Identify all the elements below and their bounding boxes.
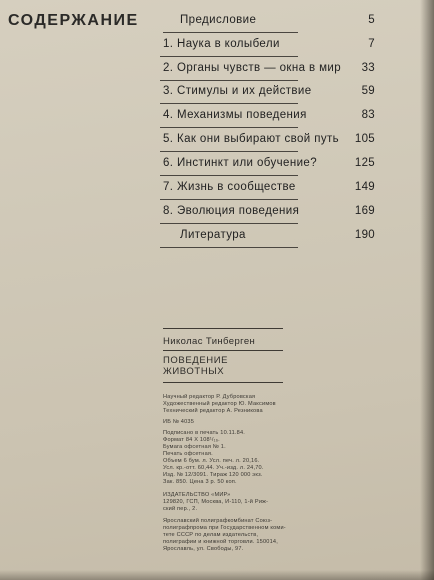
- toc-item-chapter-5: [0, 133, 434, 151]
- book-title-line-1: ПОВЕДЕНИЕ: [163, 355, 229, 366]
- imprint-line: Изд. № 12/3091. Тираж 120 000 экз.: [163, 472, 263, 478]
- toc-item-title: 6. Инстинкт или обучение?: [163, 157, 318, 169]
- toc-item-preface: [0, 14, 434, 32]
- imprint-line: полиграфии и книжной торговли. 150014,: [163, 539, 278, 545]
- book-title-line-2: ЖИВОТНЫХ: [163, 366, 225, 377]
- imprint-line: Ярославль, ул. Свободы, 97.: [163, 546, 244, 552]
- toc-item-rule: [160, 223, 298, 224]
- imprint-line: Формат 84 Х 108¹/₁₆.: [163, 437, 220, 443]
- toc-item-rule: [160, 127, 298, 128]
- toc-item-page: 33: [361, 62, 375, 74]
- toc-item-title: 1. Наука в колыбели: [163, 38, 280, 50]
- toc-item-rule: [163, 32, 298, 33]
- toc-item-page: 83: [361, 109, 375, 121]
- toc-item-chapter-1: [0, 38, 434, 56]
- toc-item-title: Предисловие: [180, 14, 257, 26]
- imprint-line: Технический редактор А. Резникова: [163, 408, 263, 414]
- publisher-name: ИЗДАТЕЛЬСТВО «МИР»: [163, 492, 231, 498]
- toc-item-title: Литература: [180, 229, 246, 241]
- toc-item-chapter-4: [0, 109, 434, 127]
- page-bottom-shadow: [0, 570, 434, 580]
- toc-item-page: 149: [354, 181, 375, 193]
- imprint-line: Художественный редактор Ю. Максимов: [163, 401, 276, 407]
- page-heading: СОДЕРЖАНИЕ: [8, 12, 139, 29]
- imprint-line: Зак. 850. Цена 3 р. 50 коп.: [163, 479, 237, 485]
- toc-item-rule: [160, 199, 298, 200]
- toc-item-rule: [160, 247, 298, 248]
- book-author: Николас Тинберген: [163, 336, 256, 347]
- toc-item-rule: [160, 80, 298, 81]
- toc-item-rule: [160, 56, 298, 57]
- toc-item-chapter-6: [0, 157, 434, 175]
- toc-item-page: 59: [361, 85, 375, 97]
- toc-item-chapter-2: [0, 62, 434, 80]
- imprint-line: Бумага офсетная № 1.: [163, 444, 226, 450]
- imprint-line: Научный редактор Р. Дубровская: [163, 394, 256, 400]
- toc-item-title: 8. Эволюция поведения: [163, 205, 300, 217]
- toc-item-chapter-3: [0, 85, 434, 103]
- imprint-line: Ярославский полиграфкомбинат Союз-: [163, 518, 273, 524]
- toc-item-page: 169: [354, 205, 375, 217]
- divider-author: [163, 350, 283, 351]
- toc-item-title: 4. Механизмы поведения: [163, 109, 307, 121]
- imprint-line: Подписано в печать 10.11.84.: [163, 430, 246, 436]
- page-edge-shadow: [420, 0, 434, 580]
- toc-item-rule: [160, 175, 298, 176]
- toc-item-title: 5. Как они выбирают свой путь: [163, 133, 340, 145]
- imprint-line: 129820, ГСП, Москва, И-110, 1-й Риж-: [163, 499, 269, 505]
- toc-item-page: 125: [354, 157, 375, 169]
- toc-item-title: 3. Стимулы и их действие: [163, 85, 312, 97]
- toc-item-rule: [160, 103, 298, 104]
- toc-item-chapter-8: [0, 205, 434, 223]
- toc-item-page: 7: [368, 38, 375, 50]
- imprint-line: Печать офсетная.: [163, 451, 213, 457]
- toc-item-page: 105: [354, 133, 375, 145]
- toc-item-title: 7. Жизнь в сообществе: [163, 181, 296, 193]
- imprint-line: ский пер., 2.: [163, 506, 198, 512]
- toc-item-rule: [160, 151, 298, 152]
- imprint-line: тете СССР по делам издательств,: [163, 532, 259, 538]
- divider-title: [163, 382, 283, 383]
- imprint-line: полиграфпрома при Государственном коми-: [163, 525, 286, 531]
- divider-top: [163, 328, 283, 329]
- toc-item-chapter-7: [0, 181, 434, 199]
- toc-item-literature: [0, 229, 434, 247]
- toc-item-page: 190: [354, 229, 375, 241]
- imprint-line: ИБ № 4035: [163, 419, 195, 425]
- imprint-line: Усл. кр.-отт. 60,44. Уч.-изд. л. 24,70.: [163, 465, 264, 471]
- toc-item-page: 5: [368, 14, 375, 26]
- toc-item-title: 2. Органы чувств — окна в мир: [163, 62, 342, 74]
- imprint-line: Объем 6 бум. л. Усл. печ. л. 20,16.: [163, 458, 260, 464]
